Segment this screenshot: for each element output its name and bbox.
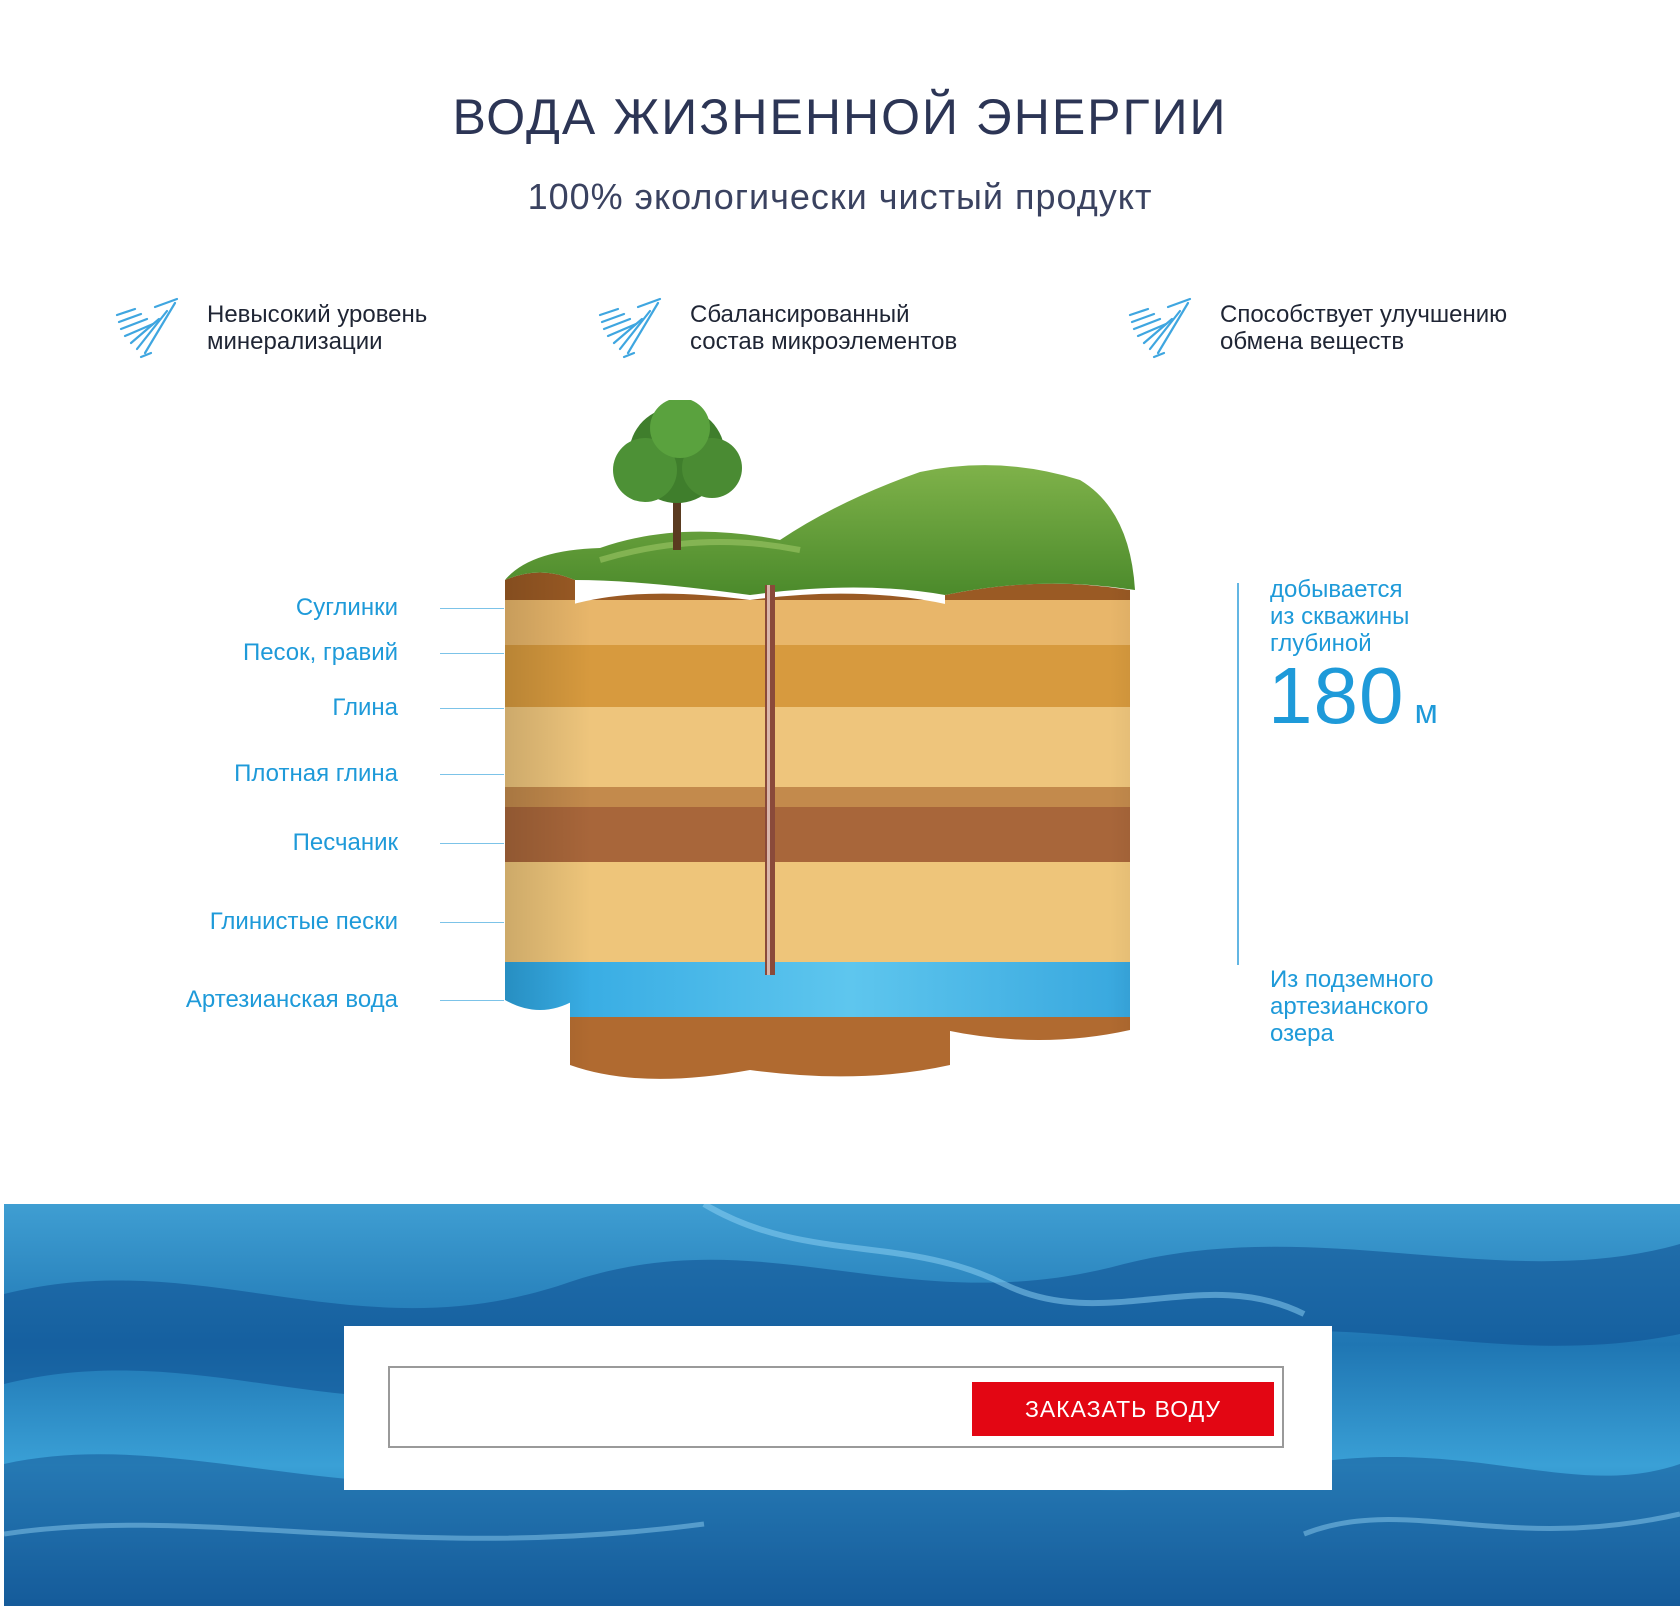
source-caption-line-2: артезианского: [1270, 993, 1429, 1020]
feature-line-1: Невысокий уровень: [207, 301, 428, 328]
layer-label-sandstone: Песчаник: [292, 829, 398, 856]
depth-unit: м: [1414, 693, 1438, 731]
water-check-icon: [1128, 295, 1198, 365]
source-caption-line-3: озера: [1270, 1020, 1334, 1047]
depth-caption-line-1: добывается: [1270, 576, 1403, 603]
depth-caption-line-3: глубиной: [1270, 630, 1372, 657]
feature-line-1: Сбалансированный: [690, 301, 910, 328]
depth-number: 180: [1268, 651, 1405, 740]
feature-line-2: обмена веществ: [1220, 328, 1405, 355]
layer-label-loam: Суглинки: [295, 594, 398, 621]
feature-line-2: минерализации: [207, 328, 383, 355]
feature-line-1: Способствует улучшению: [1220, 301, 1508, 328]
order-form: [344, 1326, 1332, 1490]
layer-label-artesian-water: Артезианская вода: [185, 986, 398, 1013]
layer-label-clay: Глина: [332, 694, 398, 721]
depth-caption-line-2: из скважины: [1270, 603, 1410, 630]
page-subtitle: 100% экологически чистый продукт: [527, 176, 1153, 217]
source-caption-line-1: Из подземного: [1270, 966, 1434, 993]
layer-label-clay-sands: Глинистые пески: [209, 908, 398, 935]
soil-cross-section-illustration: [480, 400, 1220, 1100]
feature-line-2: состав микроэлементов: [690, 328, 958, 355]
layer-label-sand-gravel: Песок, гравий: [242, 639, 398, 666]
depth-value: [1268, 650, 1438, 742]
order-water-button[interactable]: ЗАКАЗАТЬ ВОДУ: [972, 1382, 1274, 1436]
depth-indicator-line: [1237, 583, 1239, 965]
page-title: ВОДА ЖИЗНЕННОЙ ЭНЕРГИИ: [452, 89, 1228, 145]
layer-label-dense-clay: Плотная глина: [234, 760, 398, 787]
water-check-icon: [598, 295, 668, 365]
water-check-icon: [115, 295, 185, 365]
